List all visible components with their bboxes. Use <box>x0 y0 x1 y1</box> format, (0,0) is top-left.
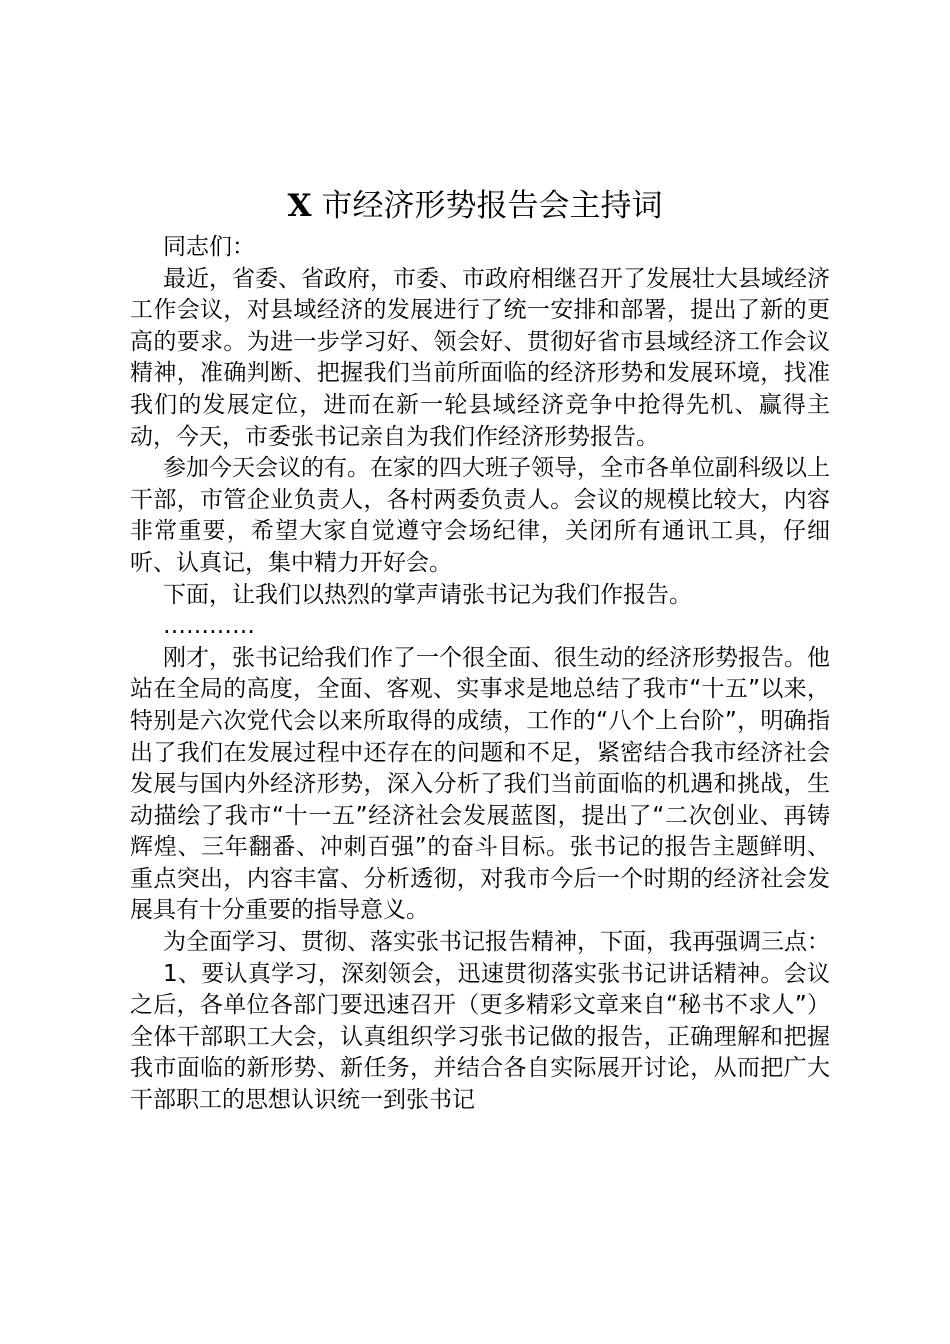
ellipsis-line: ………… <box>163 613 255 640</box>
paragraph: 最近，省委、省政府，市委、市政府相继召开了发展壮大县域经济工作会议，对县域经济的发展进行了统一安排和部署，提出了新的更高的要求。为进一步学习好、领会好、贯彻好省市县域经济工作会议精神，准确判断、把握我们当前所面临的经济形势和发展环境，找准我们的发展定位，进而在新一轮县域经济竞争中抢得先机、赢得主动，今天，市委张书记亲自为我们作经济形势报告。 <box>130 265 830 450</box>
paragraph: 参加今天会议的有。在家的四大班子领导，全市各单位副科级以上干部，市管企业负责人，各村两委负责人。会议的规模比较大，内容非常重要，希望大家自觉遵守会场纪律，关闭所有通讯工具，仔细听、认真记，集中精力开好会。 <box>130 455 830 576</box>
paragraph: 下面，让我们以热烈的掌声请张书记为我们作报告。 <box>163 581 692 608</box>
title-text: 市经济形势报告会主持词 <box>321 188 663 224</box>
paragraph: 刚才，张书记给我们作了一个很全面、很生动的经济形势报告。他站在全局的高度，全面、客观、实事求是地总结了我市“十五”以来，特别是六次党代会以来所取得的成绩，工作的“八个上台阶”，明确指出了我们在发展过程中还存在的问题和不足，紧密结合我市经济社会发展与国内外经济形势，深入分析了我们当前面临的机遇和挑战，生动描绘了我市“十一五”经济社会发展蓝图，提出了“二次创业、再铸辉煌、三年翻番、冲刺百强”的奋斗目标。张书记的报告主题鲜明、重点突出，内容丰富、分析透彻，对我市今后一个时期的经济社会发展具有十分重要的指导意义。 <box>130 644 830 924</box>
title-prefix: X <box>287 188 312 224</box>
document-body <box>130 232 830 1117</box>
document-title <box>0 180 950 232</box>
salutation: 同志们： <box>163 234 255 260</box>
paragraph: 1、要认真学习，深刻领会，迅速贯彻落实张书记讲话精神。会议之后，各单位各部门要迅速召开（更多精彩文章来自“秘书不求人”）全体干部职工大会，认真组织学习张书记做的报告，正确理解和把握我市面临的新形势、新任务，并结合各自实际展开讨论，从而把广大干部职工的思想认识统一到张书记 <box>130 960 830 1114</box>
paragraph: 为全面学习、贯彻、落实张书记报告精神，下面，我再强调三点： <box>163 929 830 956</box>
